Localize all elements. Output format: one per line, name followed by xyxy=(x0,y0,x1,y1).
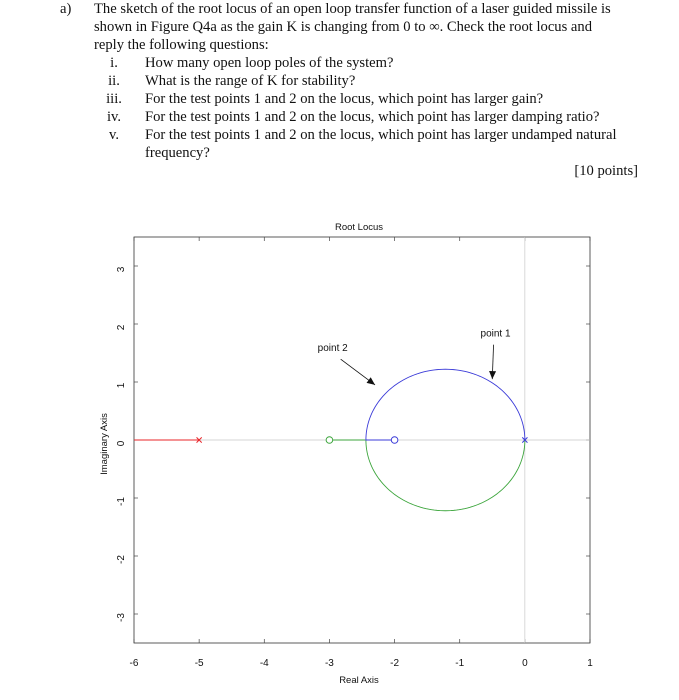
sub-question-text: What is the range of K for stability? xyxy=(145,73,356,89)
y-tick-label: 2 xyxy=(116,324,127,331)
question-line: reply the following questions: xyxy=(94,37,269,53)
y-tick-label: -1 xyxy=(116,497,127,506)
annotation-arrowhead xyxy=(489,371,496,379)
sub-question-text: For the test points 1 and 2 on the locus, which point has larger undamped natural xyxy=(145,127,617,143)
sub-question-number: iii. xyxy=(106,91,122,107)
x-tick-label: -3 xyxy=(324,658,334,669)
y-tick-label: -3 xyxy=(116,613,127,622)
sub-question-text: For the test points 1 and 2 on the locus, which point has larger gain? xyxy=(145,91,544,107)
question-line: The sketch of the root locus of an open loop transfer function of a laser guided missile is xyxy=(94,1,611,17)
y-tick-label: 0 xyxy=(116,440,127,447)
axis-ticks xyxy=(116,237,593,669)
branch-upper-arc xyxy=(366,369,525,440)
x-tick-label: -5 xyxy=(194,658,204,669)
annotation-label: point 2 xyxy=(317,343,348,355)
sub-question-text: frequency? xyxy=(145,145,210,161)
y-tick-label: 3 xyxy=(116,266,127,273)
branch-lower-arc xyxy=(366,440,525,511)
annotation-label: point 1 xyxy=(480,328,511,340)
annotations xyxy=(318,329,511,385)
annotation-arrowhead xyxy=(367,377,376,385)
y-tick-label: 1 xyxy=(116,382,127,389)
x-tick-label: -4 xyxy=(259,658,269,669)
sub-question-number: v. xyxy=(109,127,119,143)
chart-title: Root Locus xyxy=(334,222,384,233)
sub-question-text: How many open loop poles of the system? xyxy=(145,55,394,71)
x-tick-label: 0 xyxy=(522,658,528,669)
x-tick-label: -6 xyxy=(129,658,139,669)
zero-marker xyxy=(326,437,333,444)
sub-question-number: i. xyxy=(110,55,118,71)
x-tick-label: 1 xyxy=(587,658,593,669)
points-label: [10 points] xyxy=(574,163,638,179)
x-tick-label: -1 xyxy=(455,658,465,669)
question-label: a) xyxy=(60,1,72,17)
question-line: shown in Figure Q4a as the gain K is changing from 0 to ∞. Check the root locus and xyxy=(94,19,592,35)
sub-question-text: For the test points 1 and 2 on the locus, which point has larger damping ratio? xyxy=(145,109,600,125)
x-tick-label: -2 xyxy=(390,658,400,669)
x-axis-label: Real Axis xyxy=(339,675,379,686)
y-axis-label: Imaginary Axis xyxy=(99,413,110,475)
sub-question-number: iv. xyxy=(106,109,122,125)
zero-marker xyxy=(391,437,398,444)
y-tick-label: -2 xyxy=(116,555,127,564)
sub-question-number: ii. xyxy=(108,73,120,89)
